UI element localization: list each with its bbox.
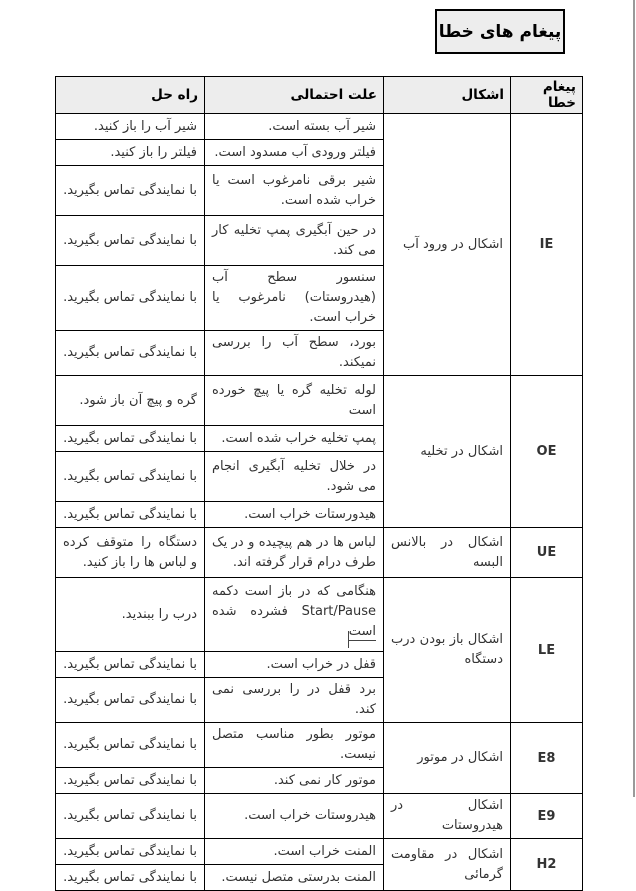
error-code-cell: H2 — [511, 839, 583, 891]
solution-cell: فیلتر را باز کنید. — [56, 140, 205, 166]
column-header-problem: اشکال — [384, 77, 511, 114]
cause-cell: برد قفل در را بررسی نمی کند. — [205, 678, 384, 723]
cause-cell: در حین آبگیری پمپ تخلیه کار می کند. — [205, 216, 384, 266]
solution-cell: با نمایندگی تماس بگیرید. — [56, 331, 205, 376]
column-header-cause: علت احتمالی — [205, 77, 384, 114]
solution-cell: دستگاه را متوقف کرده و لباس ها را باز کنید. — [56, 528, 205, 578]
page-title: پیغام های خطا — [438, 21, 562, 42]
table-header-row — [56, 77, 583, 114]
cause-cell: سنسور سطح آب (هیدروستات) نامرغوب یا خراب است. — [205, 266, 384, 331]
problem-cell: اشکال در بالانس البسه — [384, 528, 511, 578]
solution-cell: با نمایندگی تماس بگیرید. — [56, 768, 205, 794]
solution-cell: با نمایندگی تماس بگیرید. — [56, 452, 205, 502]
solution-cell: با نمایندگی تماس بگیرید. — [56, 652, 205, 678]
solution-cell: با نمایندگی تماس بگیرید. — [56, 166, 205, 216]
cause-cell: موتور بطور مناسب متصل نیست. — [205, 723, 384, 768]
cause-cell: بورد، سطح آب را بررسی نمیکند. — [205, 331, 384, 376]
solution-cell: گره و پیچ آن باز شود. — [56, 376, 205, 426]
solution-cell: با نمایندگی تماس بگیرید. — [56, 678, 205, 723]
error-code-cell: E9 — [511, 794, 583, 839]
underlined-word: است — [348, 623, 376, 639]
solution-cell: با نمایندگی تماس بگیرید. — [56, 839, 205, 865]
solution-cell: با نمایندگی تماس بگیرید. — [56, 502, 205, 528]
cause-cell: هیدورستات خراب است. — [205, 502, 384, 528]
cause-cell: شیر آب بسته است. — [205, 114, 384, 140]
column-header-solution: راه حل — [56, 77, 205, 114]
problem-cell: اشکال در تخلیه — [384, 376, 511, 528]
table-row — [56, 723, 583, 768]
table-row — [56, 839, 583, 865]
problem-cell: اشکال در هیدروستات — [384, 794, 511, 839]
solution-cell: با نمایندگی تماس بگیرید. — [56, 794, 205, 839]
table-row — [56, 794, 583, 839]
cause-cell: پمپ تخلیه خراب شده است. — [205, 426, 384, 452]
table-row — [56, 528, 583, 578]
cause-cell: هیدروستات خراب است. — [205, 794, 384, 839]
error-messages-table — [55, 76, 583, 891]
error-code-cell: IE — [511, 114, 583, 376]
error-code-cell: LE — [511, 578, 583, 723]
problem-cell: اشکال در مقاومت گرمائی — [384, 839, 511, 891]
solution-cell: با نمایندگی تماس بگیرید. — [56, 865, 205, 891]
table-row — [56, 376, 583, 426]
solution-cell: با نمایندگی تماس بگیرید. — [56, 426, 205, 452]
page-title-box — [435, 9, 565, 54]
cause-cell: موتور کار نمی کند. — [205, 768, 384, 794]
cause-cell: فیلتر ورودی آب مسدود است. — [205, 140, 384, 166]
cause-cell: در خلال تخلیه آبگیری انجام می شود. — [205, 452, 384, 502]
cause-cell: لباس ها در هم پیچیده و در یک طرف درام قرار گرفته اند. — [205, 528, 384, 578]
solution-cell: با نمایندگی تماس بگیرید. — [56, 723, 205, 768]
table-row — [56, 578, 583, 652]
solution-cell: با نمایندگی تماس بگیرید. — [56, 266, 205, 331]
cause-cell: شیر برقی نامرغوب است یا خراب شده است. — [205, 166, 384, 216]
error-table-body — [56, 114, 583, 891]
problem-cell: اشکال در موتور — [384, 723, 511, 794]
problem-cell: اشکال باز بودن درب دستگاه — [384, 578, 511, 723]
error-code-cell: OE — [511, 376, 583, 528]
column-header-error-code: پیغام خطا — [511, 77, 583, 114]
table-row — [56, 114, 583, 140]
cause-cell: قفل در خراب است. — [205, 652, 384, 678]
page-edge-line — [633, 0, 635, 797]
error-code-cell: UE — [511, 528, 583, 578]
solution-cell: با نمایندگی تماس بگیرید. — [56, 216, 205, 266]
problem-cell: اشکال در ورود آب — [384, 114, 511, 376]
solution-cell: درب را ببندید. — [56, 578, 205, 652]
error-code-cell: E8 — [511, 723, 583, 794]
cause-cell: المنت خراب است. — [205, 839, 384, 865]
solution-cell: شیر آب را باز کنید. — [56, 114, 205, 140]
cause-cell: لوله تخلیه گره یا پیچ خورده است — [205, 376, 384, 426]
cause-cell: هنگامی که در باز است دکمه Start/Pause فشرده شده است — [205, 578, 384, 652]
cause-cell: المنت بدرستی متصل نیست. — [205, 865, 384, 891]
